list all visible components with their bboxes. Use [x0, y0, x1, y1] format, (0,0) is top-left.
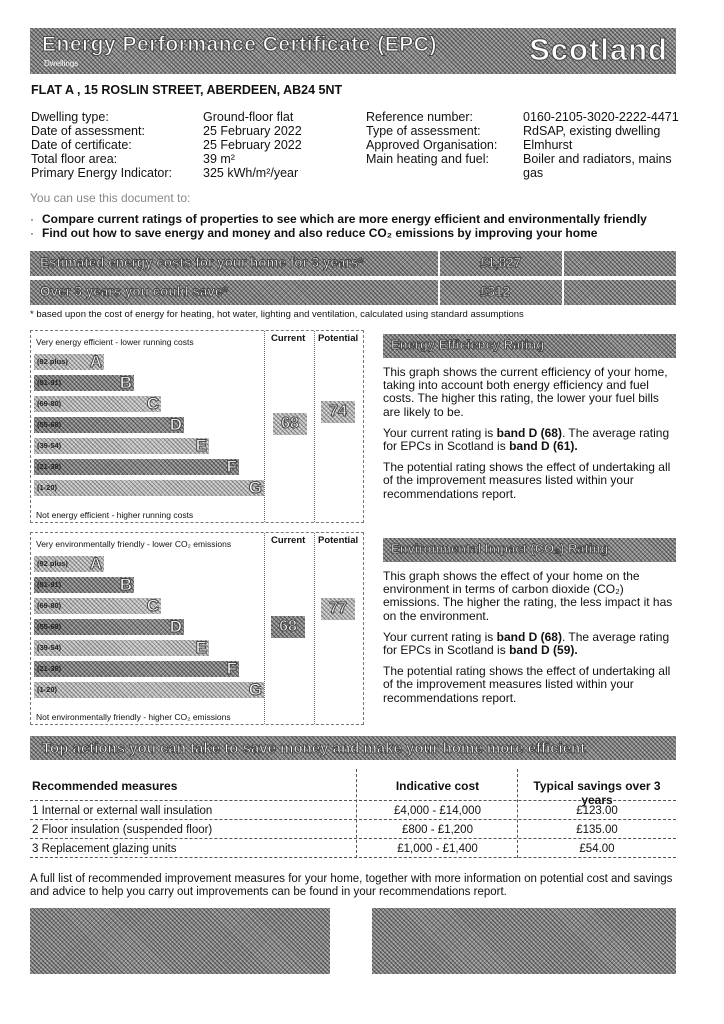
table-row	[30, 820, 676, 839]
certificate-title: Energy Performance Certificate (EPC)	[42, 33, 437, 56]
measure-cost: £4,000 - £14,000	[394, 805, 481, 817]
rating-band-a	[34, 354, 104, 370]
band-range: (81-91)	[37, 580, 62, 589]
rating-band-c	[34, 598, 161, 614]
band-range: (21-38)	[37, 462, 62, 471]
full-list-note: A full list of recommended improvement measures for your home, together with more information on potential cost and savings and advice to help you carry out improvements can be found in your recommendations report.	[30, 873, 673, 898]
band-range: (1-20)	[37, 483, 58, 492]
cost-value: £312	[480, 284, 511, 299]
detail-value: Boiler and radiators, mains gas	[523, 152, 672, 180]
country-label: Scotland	[529, 32, 668, 67]
detail-value: Elmhurst	[523, 138, 573, 152]
detail-key: Date of certificate:	[31, 138, 132, 152]
average-band-text: band D (59).	[509, 643, 578, 658]
rating-band-d	[34, 417, 184, 433]
measure-name: 3 Replacement glazing units	[32, 843, 177, 855]
detail-key: Approved Organisation:	[366, 138, 498, 152]
band-letter: A	[89, 352, 102, 371]
paragraph	[383, 427, 676, 453]
band-letter: E	[195, 638, 207, 657]
measure-cost: £1,000 - £1,400	[397, 843, 478, 855]
band-letter: C	[146, 596, 159, 615]
band-letter: B	[119, 373, 132, 392]
detail-key: Dwelling type:	[31, 110, 109, 124]
band-letter: B	[119, 575, 132, 594]
cost-label: Over 3 years you could save*	[40, 284, 228, 299]
detail-key: Main heating and fuel:	[366, 152, 490, 166]
detail-value: 25 February 2022	[203, 138, 302, 152]
measure-name: 1 Internal or external wall insulation	[32, 805, 213, 817]
cost-value: £1,827	[480, 255, 522, 270]
band-range: (55-68)	[37, 622, 62, 631]
bullet-item: · Find out how to save energy and money and also reduce CO₂ emissions by improving your home	[30, 226, 598, 240]
info-box-right	[372, 908, 676, 974]
rating-band-a	[34, 556, 104, 572]
band-range: (1-20)	[37, 685, 58, 694]
cost-row	[30, 280, 676, 305]
rating-band-e	[34, 438, 209, 454]
epc-header	[30, 28, 676, 74]
chart-bottom-label: Not environmentally friendly - higher CO₂ emissions	[36, 712, 231, 722]
paragraph: This graph shows the effect of your home on the environment in terms of carbon dioxide (CO₂) emissions. The higher the rating, the less impact it has on the environment.	[383, 569, 673, 623]
recommended-measures-table	[30, 769, 676, 858]
table-row	[30, 839, 676, 858]
cost-summary	[30, 251, 676, 306]
table-header-row	[30, 769, 676, 807]
paragraph: The potential rating shows the effect of undertaking all of the improvement measures listed within your recommendations report.	[383, 460, 671, 501]
bullet-text: Compare current ratings of properties to see which are more energy efficient and environmentally friendly	[42, 212, 647, 226]
band-letter: F	[226, 659, 237, 678]
chart-bottom-label: Not energy efficient - higher running costs	[36, 510, 194, 520]
rating-band-b	[34, 375, 134, 391]
band-range: (92 plus)	[37, 559, 68, 568]
band-range: (39-54)	[37, 643, 62, 652]
band-range: (81-91)	[37, 378, 62, 387]
potential-rating-arrow	[321, 401, 355, 423]
text: Your current rating is	[383, 425, 497, 440]
energy-rating-explanation	[383, 334, 676, 509]
bullet-item: · Compare current ratings of properties to see which are more energy efficient and environmentally friendly	[30, 212, 647, 226]
certificate-subtitle: Dwellings	[44, 59, 79, 68]
band-letter: E	[195, 436, 207, 455]
band-range: (55-68)	[37, 420, 62, 429]
detail-value: 39 m²	[203, 152, 235, 166]
band-letter: F	[226, 457, 237, 476]
table-row	[30, 801, 676, 820]
rating-band-d	[34, 619, 184, 635]
detail-key: Type of assessment:	[366, 124, 481, 138]
measure-saving: £54.00	[579, 843, 615, 855]
current-rating-arrow	[271, 616, 305, 638]
band-range: (21-38)	[37, 664, 62, 673]
current-band-text: band D (68)	[496, 629, 562, 644]
column-header: Indicative cost	[395, 779, 480, 793]
measure-name: 2 Floor insulation (suspended floor)	[32, 824, 213, 836]
band-letter: C	[146, 394, 159, 413]
measure-saving: £123.00	[576, 805, 618, 817]
current-rating: 68	[281, 415, 299, 432]
rating-band-c	[34, 396, 161, 412]
chart-top-label: Very energy efficient - lower running costs	[36, 337, 194, 347]
rating-band-f	[34, 661, 239, 677]
potential-rating: 77	[329, 600, 347, 617]
potential-column-header: Potential	[318, 535, 359, 546]
rating-band-g	[34, 480, 264, 496]
band-letter: G	[248, 478, 262, 497]
current-column-header: Current	[271, 535, 306, 546]
text: Your current rating is	[383, 629, 497, 644]
text: . The average rating for EPCs in Scotland is	[383, 629, 670, 658]
detail-value: 0160-2105-3020-2222-4471	[523, 110, 679, 124]
bullet-text: Find out how to save energy and money and also reduce CO₂ emissions by improving your home	[42, 226, 598, 240]
cost-footnote: * based upon the cost of energy for heating, hot water, lighting and ventilation, calculated using standard assumptions	[30, 309, 524, 320]
energy-rating-banner	[383, 334, 676, 358]
potential-rating-arrow	[321, 598, 355, 620]
column-header: Typical savings over 3 years	[533, 779, 661, 807]
detail-value: RdSAP, existing dwelling	[523, 124, 661, 138]
cost-row	[30, 251, 676, 276]
detail-key: Date of assessment:	[31, 124, 145, 138]
energy-efficiency-chart	[30, 330, 364, 523]
banner-text: Top actions you can take to save money and make your home more efficient	[42, 740, 586, 757]
rating-band-b	[34, 577, 134, 593]
detail-value: 25 February 2022	[203, 124, 302, 138]
band-letter: G	[248, 680, 262, 699]
measure-saving: £135.00	[576, 824, 618, 836]
banner-text: Energy Efficiency Rating	[391, 337, 545, 352]
band-range: (39-54)	[37, 441, 62, 450]
cost-label: Estimated energy costs for your home for 3 years*	[40, 255, 364, 270]
text: . The average rating for EPCs in Scotland is	[383, 425, 670, 454]
current-column-header: Current	[271, 333, 306, 344]
env-rating-explanation	[383, 538, 676, 713]
potential-rating: 74	[329, 403, 347, 420]
rating-band-g	[34, 682, 264, 698]
band-letter: D	[169, 415, 182, 434]
rating-band-f	[34, 459, 239, 475]
column-header: Recommended measures	[32, 779, 178, 793]
measure-cost: £800 - £1,200	[402, 824, 473, 836]
paragraph	[383, 631, 676, 657]
detail-key: Total floor area:	[31, 152, 118, 166]
paragraph: This graph shows the current efficiency of your home, taking into account both energy efficiency and fuel costs. The higher this rating, the lower your fuel bills are likely to be.	[383, 365, 668, 419]
top-actions-banner	[30, 736, 676, 760]
band-letter: D	[169, 617, 182, 636]
average-band-text: band D (61).	[509, 439, 578, 454]
environmental-impact-chart	[30, 532, 364, 725]
band-range: (69-80)	[37, 601, 62, 610]
rating-band-e	[34, 640, 209, 656]
env-rating-banner	[383, 538, 676, 562]
current-rating: 68	[279, 618, 297, 635]
info-box-left	[30, 908, 330, 974]
detail-value: Ground-floor flat	[203, 110, 294, 124]
potential-column-header: Potential	[318, 333, 359, 344]
detail-value: 325 kWh/m²/year	[203, 166, 299, 180]
property-address: FLAT A , 15 ROSLIN STREET, ABERDEEN, AB24 5NT	[31, 83, 343, 97]
banner-text: Environmental Impact (CO₂) Rating	[391, 541, 609, 556]
current-band-text: band D (68)	[496, 425, 562, 440]
current-rating-arrow	[273, 413, 307, 435]
chart-top-label: Very environmentally friendly - lower CO₂ emissions	[36, 539, 232, 549]
paragraph: The potential rating shows the effect of undertaking all of the improvement measures listed within your recommendations report.	[383, 664, 671, 705]
band-range: (92 plus)	[37, 357, 68, 366]
band-letter: A	[89, 554, 102, 573]
use-document-intro: You can use this document to:	[30, 191, 191, 205]
detail-key: Reference number:	[366, 110, 474, 124]
detail-key: Primary Energy Indicator:	[31, 166, 173, 180]
band-range: (69-80)	[37, 399, 62, 408]
